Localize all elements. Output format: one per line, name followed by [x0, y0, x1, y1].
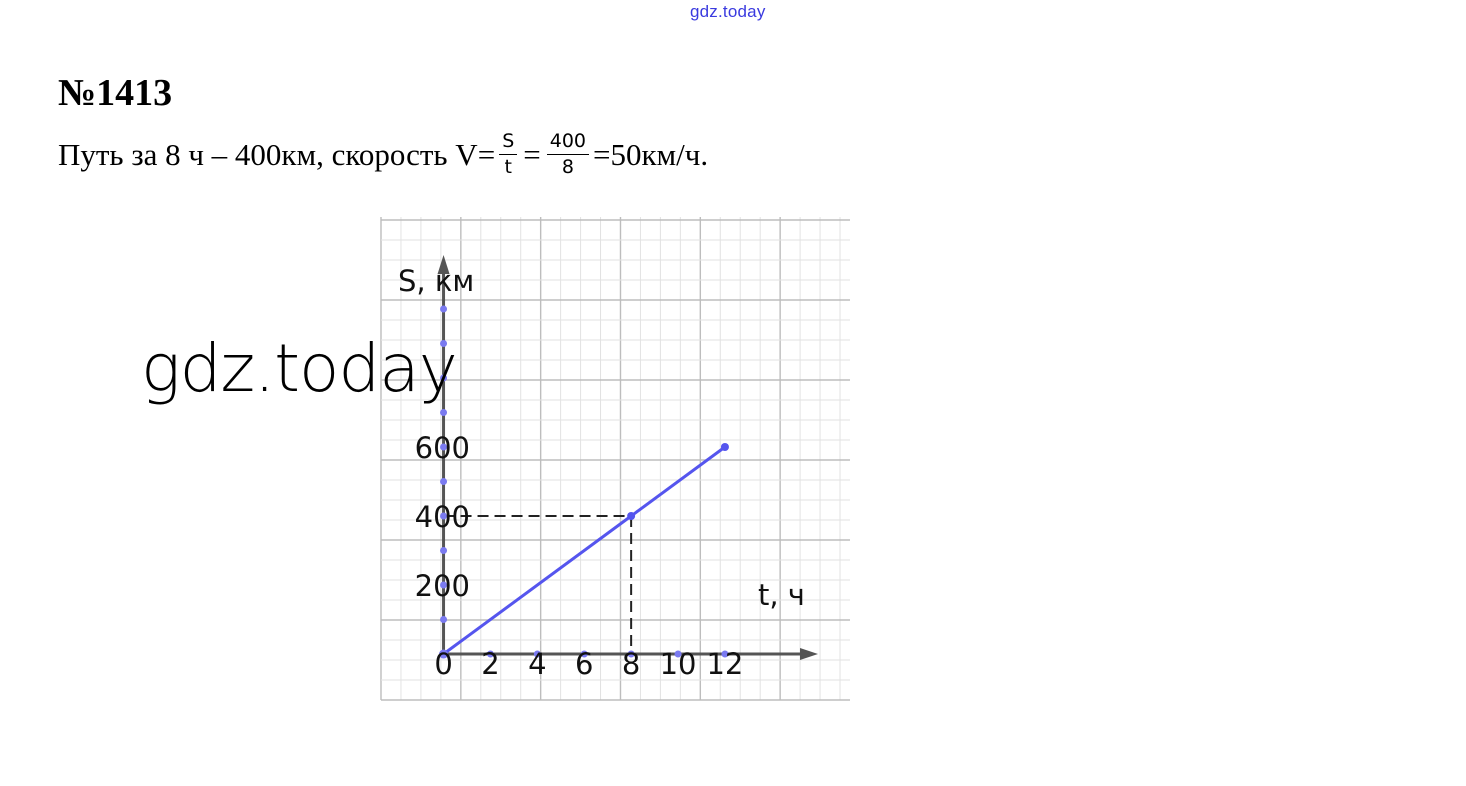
fraction-numerator: 400	[547, 132, 589, 155]
fraction-numerator: S	[499, 132, 517, 155]
solution-text-start: Путь за 8 ч – 400км, скорость V=	[58, 137, 496, 173]
fraction-denominator: t	[504, 155, 512, 178]
series-line	[444, 447, 725, 654]
watermark-big: gdz.today	[141, 330, 457, 407]
solution-text-end: =50км/ч.	[593, 137, 709, 173]
y-tick-label: 600	[414, 431, 470, 466]
y-tick-label: 200	[414, 569, 470, 604]
fraction-denominator: 8	[561, 155, 574, 178]
x-tick-label: 12	[706, 647, 744, 681]
data-point	[721, 443, 729, 451]
x-tick-label: 4	[528, 647, 547, 681]
task-number: №1413	[58, 72, 173, 114]
equals-sign: =	[523, 137, 541, 173]
y-tick-dot	[440, 478, 447, 485]
x-tick-label: 8	[621, 647, 641, 681]
x-tick-label: 2	[481, 647, 500, 681]
x-tick-label: 0	[434, 647, 453, 681]
y-tick-dot	[440, 306, 447, 313]
y-tick-dot	[440, 616, 447, 623]
watermark-small: gdz.today	[690, 2, 766, 21]
x-axis-label: t, ч	[758, 578, 805, 612]
y-axis-label: S, км	[398, 264, 475, 298]
y-tick-dot	[440, 409, 447, 416]
x-axis-arrow	[800, 648, 818, 660]
x-tick-label: 6	[575, 647, 594, 681]
data-point	[627, 512, 635, 520]
y-tick-label: 400	[414, 500, 470, 535]
y-tick-dot	[440, 547, 447, 554]
x-tick-label: 10	[659, 647, 697, 681]
